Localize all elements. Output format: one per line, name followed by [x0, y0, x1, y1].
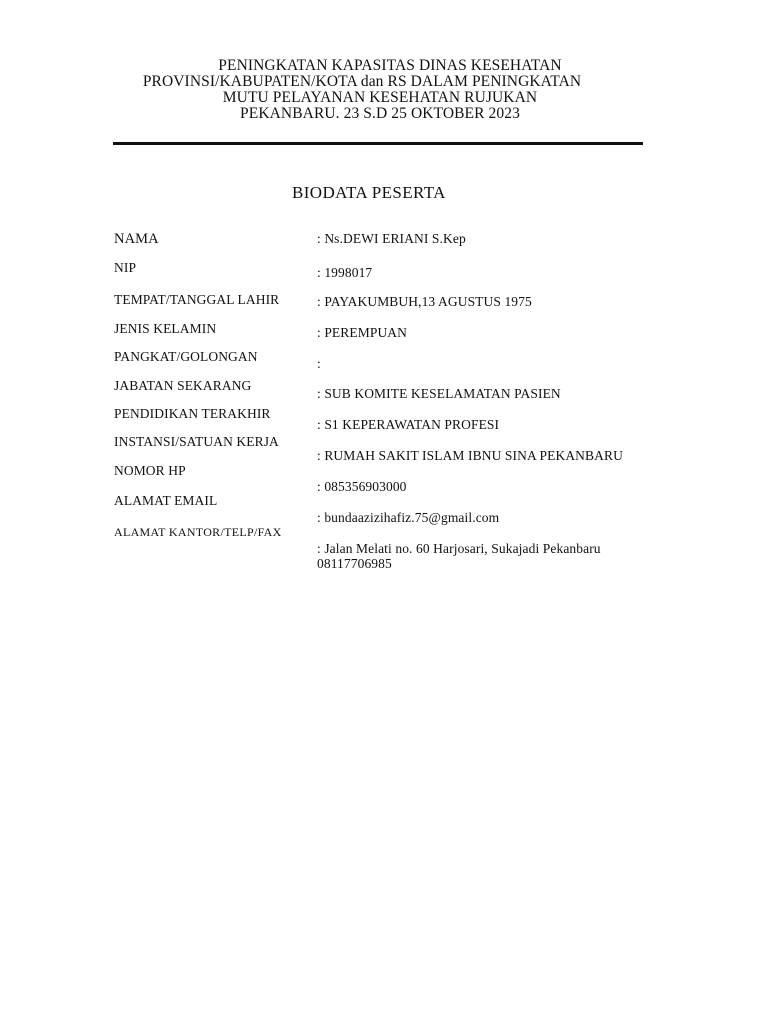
label-jabatan-sekarang: JABATAN SEKARANG [114, 378, 252, 393]
value-alamat-kantor-line-1: : Jalan Melati no. 60 Harjosari, Sukajadi Pekanbaru [317, 541, 601, 556]
value-pendidikan-terakhir: : S1 KEPERAWATAN PROFESI [317, 417, 500, 432]
value-instansi-satuan-kerja: : RUMAH SAKIT ISLAM IBNU SINA PEKANBARU [317, 448, 623, 463]
label-nomor-hp: NOMOR HP [114, 463, 186, 478]
header-divider [113, 142, 643, 145]
page-title: BIODATA PESERTA [292, 183, 446, 202]
label-jenis-kelamin: JENIS KELAMIN [114, 321, 217, 336]
label-nama: NAMA [114, 231, 159, 247]
value-tempat-tanggal-lahir: : PAYAKUMBUH,13 AGUSTUS 1975 [317, 294, 532, 309]
label-instansi-satuan-kerja: INSTANSI/SATUAN KERJA [114, 434, 279, 449]
label-pangkat-golongan: PANGKAT/GOLONGAN [114, 349, 258, 364]
value-pangkat-golongan: : [317, 356, 321, 371]
header-line-2: PROVINSI/KABUPATEN/KOTA dan RS DALAM PENINGKATAN [142, 73, 582, 90]
header-line-3: MUTU PELAYANAN KESEHATAN RUJUKAN [222, 89, 538, 106]
label-pendidikan-terakhir: PENDIDIKAN TERAKHIR [114, 406, 271, 421]
label-nip: NIP [114, 260, 137, 275]
value-alamat-kantor [317, 541, 601, 571]
value-nip: : 1998017 [317, 265, 373, 280]
header-line-4: PEKANBARU. 23 S.D 25 OKTOBER 2023 [240, 105, 520, 122]
header-line-1: PENINGKATAN KAPASITAS DINAS KESEHATAN [218, 57, 562, 74]
value-alamat-kantor-line-2: 08117706985 [317, 556, 392, 571]
value-nomor-hp: : 085356903000 [317, 479, 407, 494]
value-nama: : Ns.DEWI ERIANI S.Kep [317, 231, 466, 246]
label-alamat-kantor: ALAMAT KANTOR/TELP/FAX [114, 525, 282, 539]
value-jenis-kelamin: : PEREMPUAN [317, 325, 407, 340]
value-alamat-email: : bundaazizihafiz.75@gmail.com [317, 510, 500, 525]
document-header [110, 58, 650, 122]
label-alamat-email: ALAMAT EMAIL [114, 493, 218, 508]
label-tempat-tanggal-lahir: TEMPAT/TANGGAL LAHIR [114, 292, 280, 307]
value-jabatan-sekarang: : SUB KOMITE KESELAMATAN PASIEN [317, 386, 561, 401]
